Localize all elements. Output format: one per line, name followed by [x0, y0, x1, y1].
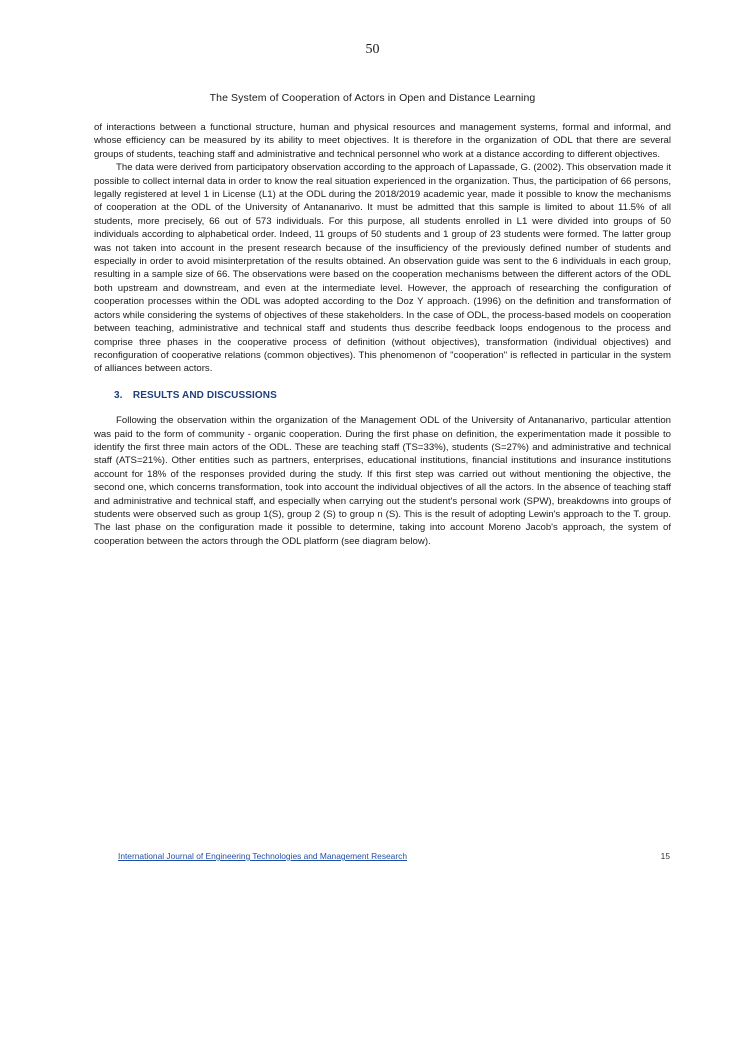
article-body — [94, 121, 671, 548]
section-heading — [114, 389, 671, 402]
body-paragraph: The data were derived from participatory observation according to the approach of Lapassade, G. (2002). This observation made it possible to collect internal data in order to know the real situation experienced in the organization. Thus, the participation of 66 persons, legally registered at level 1 in License (L1) at the ODL during the 2018/2019 academic year, made it possible to know the mechanisms of cooperation at the ODL of the University of Antananarivo. It must be admitted that this sample is limited to about 11.5% of all students, more precisely, 66 out of 573 individuals. For this purpose, all students enrolled in L1 were divided into groups of 50 individuals according to alphabetical order. Indeed, 11 groups of 50 students and 1 group of 23 students were formed. The latter group was not taken into account in the present research because of the insufficiency of the previously defined number of students and especially in order to avoid misinterpretation of the results obtained. An observation guide was sent to the 6 individuals in each group, resulting in a sample size of 66. The observations were based on the cooperation mechanisms between the different actors of the ODL both upstream and downstream, and even at the intermediate level. However, the approach of researching the configuration of cooperation processes within the ODL was adopted according to the Doz Y approach. (1996) on the definition and transformation of actors while considering the systems of objectives of these stakeholders. In the case of ODL, the process-based models on cooperation between teaching, administrative and technical staff and students thus describe feedback loops endogenous to the process and comprise three phases in the cooperative process of definition (without objectives), transformation (individual objectives) and reconfiguration of cooperative relations (common objectives). This phenomenon of "cooperation" is reflected in particular in the system of alliances between actors. — [94, 162, 671, 375]
section-number: 3. — [114, 389, 123, 401]
body-paragraph: of interactions between a functional structure, human and physical resources and management systems, formal and informal, and whose efficiency can be measured by its ability to meet objectives. It is therefore in the organization of ODL that there are several groups of students, teaching staff and administrative and technical personnel who work at a distance according to different objectives. — [94, 122, 671, 160]
journal-link[interactable]: International Journal of Engineering Technologies and Management Research — [118, 851, 407, 861]
section-title: RESULTS AND DISCUSSIONS — [132, 389, 277, 401]
body-paragraph: Following the observation within the organization of the Management ODL of the University of Antananarivo, particular attention was paid to the form of community - organic cooperation. During the first phase on definition, the experimentation made it possible to identify the first three main actors of the ODL. These are teaching staff (TS=33%), students (S=27%) and administrative and technical staff (ATS=21%). Other entities such as partners, enterprises, educational institutions, financial institutions and insurance institutions account for 18% of the responses provided during the study. If this first step was carried out without mentioning the objective, the second one, which concerns transformation, took into account the individual objectives of all the actors. In the absence of teaching staff and administrative and technical staff, and especially when carrying out the student's personal work (SPW), breakdowns into groups of students were observed such as group 1(S), group 2 (S) to group n (S). This is the result of adopting Lewin's approach to the T. group. The last phase on the configuration made it possible to determine, taking into account Moreno Jacob's approach, the system of cooperation between the actors through the ODL platform (see diagram below). — [94, 415, 671, 547]
page-number: 50 — [365, 42, 380, 57]
footer-page-number: 15 — [660, 851, 670, 861]
running-title: The System of Cooperation of Actors in Open and Distance Learning — [209, 92, 536, 104]
